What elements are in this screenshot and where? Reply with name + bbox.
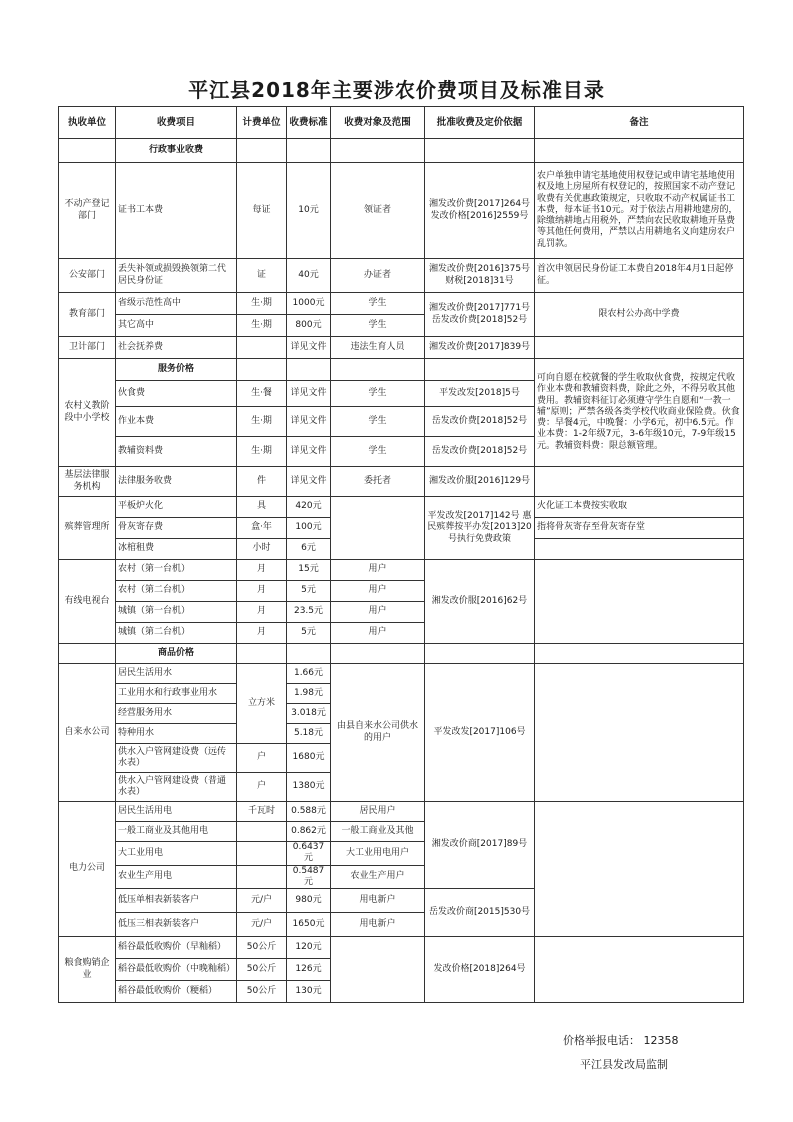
measure-cell: 生·餐 [237, 381, 287, 407]
measure-cell: 户 [237, 744, 287, 773]
measure-cell: 元/户 [237, 913, 287, 937]
std-cell: 详见文件 [287, 467, 331, 497]
target-cell: 学生 [331, 293, 425, 315]
target-cell: 一般工商业及其他 [331, 822, 425, 842]
table-row [59, 802, 744, 822]
target-cell: 学生 [331, 407, 425, 437]
measure-cell: 证 [237, 259, 287, 293]
target-cell: 学生 [331, 437, 425, 467]
basis-cell: 平发改发[2017]106号 [425, 664, 535, 802]
item-cell: 居民生活用水 [116, 664, 237, 684]
measure-cell: 元/户 [237, 889, 287, 913]
fee-table [58, 106, 744, 1003]
std-cell: 1380元 [287, 773, 331, 802]
measure-cell: 月 [237, 581, 287, 602]
measure-cell: 生·期 [237, 315, 287, 337]
basis-cell: 平发改发[2018]5号 [425, 381, 535, 407]
std-cell: 1650元 [287, 913, 331, 937]
measure-cell: 盒·年 [237, 518, 287, 539]
target-cell: 办证者 [331, 259, 425, 293]
item-cell: 骨灰寄存费 [116, 518, 237, 539]
measure-cell [237, 865, 287, 889]
std-cell: 100元 [287, 518, 331, 539]
measure-cell: 50公斤 [237, 981, 287, 1003]
item-cell: 伙食费 [116, 381, 237, 407]
std-cell: 980元 [287, 889, 331, 913]
item-cell: 证书工本费 [116, 163, 237, 259]
item-cell: 丢失补领或损毁换领第二代居民身份证 [116, 259, 237, 293]
section-row [59, 359, 744, 381]
remark-cell: 农户单独申请宅基地使用权登记或申请宅基地使用权及地上房屋所有权登记的，按照国家不动产登记收费有关优惠政策规定，只收取不动产权属证书工本费，每本证书10元。对于依法占用耕地建房的，除缴纳耕地占用税外，严禁向农民收取耕地开垦费等其他任何费用，严禁以占用耕地名义向建房农户乱罚款。 [535, 163, 744, 259]
std-cell: 0.862元 [287, 822, 331, 842]
target-cell: 用户 [331, 560, 425, 581]
item-cell: 教辅资料费 [116, 437, 237, 467]
target-cell: 学生 [331, 381, 425, 407]
std-cell: 420元 [287, 497, 331, 518]
std-cell: 1.66元 [287, 664, 331, 684]
target-cell: 大工业用电用户 [331, 842, 425, 866]
target-cell: 领证者 [331, 163, 425, 259]
measure-cell: 户 [237, 773, 287, 802]
measure-cell: 月 [237, 623, 287, 644]
target-cell: 农业生产用户 [331, 865, 425, 889]
measure-cell [237, 842, 287, 866]
std-cell: 1.98元 [287, 684, 331, 704]
table-row [59, 163, 744, 259]
measure-cell: 月 [237, 602, 287, 623]
std-cell: 800元 [287, 315, 331, 337]
measure-cell: 小时 [237, 539, 287, 560]
header-target: 收费对象及范围 [331, 107, 425, 139]
unit-cell: 有线电视台 [59, 560, 116, 644]
remark-cell [535, 539, 744, 560]
header-std: 收费标准 [287, 107, 331, 139]
unit-cell: 卫计部门 [59, 337, 116, 359]
table-row [59, 467, 744, 497]
header-remark: 备注 [535, 107, 744, 139]
table-row [59, 664, 744, 684]
std-cell: 5元 [287, 623, 331, 644]
header-item: 收费项目 [116, 107, 237, 139]
measure-cell: 每证 [237, 163, 287, 259]
basis-cell: 岳发改价商[2015]530号 [425, 889, 535, 937]
unit-cell: 基层法律服务机构 [59, 467, 116, 497]
item-cell: 法律服务收费 [116, 467, 237, 497]
std-cell: 126元 [287, 959, 331, 981]
measure-cell [237, 822, 287, 842]
item-cell: 作业本费 [116, 407, 237, 437]
item-cell: 冰棺租费 [116, 539, 237, 560]
table-row [59, 560, 744, 581]
std-cell: 详见文件 [287, 381, 331, 407]
std-cell: 3.018元 [287, 704, 331, 724]
header-basis: 批准收费及定价依据 [425, 107, 535, 139]
unit-cell: 农村义教阶段中小学校 [59, 359, 116, 467]
item-cell: 低压三相表新装客户 [116, 913, 237, 937]
std-cell: 5.18元 [287, 724, 331, 744]
item-cell: 供水入户管网建设费（远传水表） [116, 744, 237, 773]
std-cell: 1680元 [287, 744, 331, 773]
measure-cell: 50公斤 [237, 937, 287, 959]
basis-cell: 岳发改价费[2018]52号 [425, 407, 535, 437]
measure-cell: 生·期 [237, 293, 287, 315]
remark-cell: 可向自愿在校就餐的学生收取伙食费，按规定代收作业本费和教辅资料费，除此之外，不得另收其他费用。教辅资料征订必须遵守学生自愿和“一教一辅”原则；严禁各级各类学校代收商业保险费。伙食费：早餐4元，中晚餐：小学6元，初中6.5元。作业本费：1-2年级7元，3-6年级10元，7-9年级15元。教辅资料费：限总额管理。 [535, 359, 744, 467]
basis-cell: 湘发改价费[2016]375号 财税[2018]31号 [425, 259, 535, 293]
unit-cell: 教育部门 [59, 293, 116, 337]
item-cell: 稻谷最低收购价（中晚籼稻） [116, 959, 237, 981]
item-cell: 其它高中 [116, 315, 237, 337]
item-cell: 省级示范性高中 [116, 293, 237, 315]
item-cell: 城镇（第二台机） [116, 623, 237, 644]
item-cell: 稻谷最低收购价（粳稻） [116, 981, 237, 1003]
basis-cell: 湘发改价服[2016]62号 [425, 560, 535, 644]
std-cell: 120元 [287, 937, 331, 959]
target-cell: 用户 [331, 581, 425, 602]
unit-cell: 电力公司 [59, 802, 116, 937]
table-row [59, 293, 744, 315]
std-cell: 1000元 [287, 293, 331, 315]
basis-cell: 湘发改价商[2017]89号 [425, 802, 535, 889]
section-admin: 行政事业收费 [116, 139, 237, 163]
item-cell: 农村（第二台机） [116, 581, 237, 602]
std-cell: 6元 [287, 539, 331, 560]
std-cell: 10元 [287, 163, 331, 259]
remark-cell: 指将骨灰寄存至骨灰寄存堂 [535, 518, 744, 539]
target-cell: 用电新户 [331, 889, 425, 913]
std-cell: 130元 [287, 981, 331, 1003]
section-row [59, 644, 744, 664]
section-row [59, 139, 744, 163]
measure-cell: 月 [237, 560, 287, 581]
unit-cell: 不动产登记部门 [59, 163, 116, 259]
basis-cell: 湘发改价费[2017]839号 [425, 337, 535, 359]
measure-cell: 生·期 [237, 437, 287, 467]
target-cell: 违法生育人员 [331, 337, 425, 359]
measure-cell: 具 [237, 497, 287, 518]
item-cell: 工业用水和行政事业用水 [116, 684, 237, 704]
std-cell: 详见文件 [287, 337, 331, 359]
header-unit: 执收单位 [59, 107, 116, 139]
std-cell: 0.588元 [287, 802, 331, 822]
std-cell: 40元 [287, 259, 331, 293]
header-measure: 计费单位 [237, 107, 287, 139]
basis-cell: 湘发改价费[2017]264号 发改价格[2016]2559号 [425, 163, 535, 259]
page-title: 平江县2018年主要涉农价费项目及标准目录 [188, 78, 605, 102]
remark-cell: 首次申领居民身份证工本费自2018年4月1日起停征。 [535, 259, 744, 293]
basis-cell: 发改价格[2018]264号 [425, 937, 535, 1003]
item-cell: 经营服务用水 [116, 704, 237, 724]
price-hotline: 价格举报电话： 12358 [563, 1034, 679, 1047]
unit-cell: 自来水公司 [59, 664, 116, 802]
unit-cell: 殡葬管理所 [59, 497, 116, 560]
std-cell: 23.5元 [287, 602, 331, 623]
measure-cell: 千瓦时 [237, 802, 287, 822]
target-cell: 用户 [331, 623, 425, 644]
remark-cell: 火化证工本费按实收取 [535, 497, 744, 518]
section-service: 服务价格 [116, 359, 237, 381]
std-cell: 5元 [287, 581, 331, 602]
measure-cell: 立方米 [237, 664, 287, 744]
item-cell: 稻谷最低收购价（早籼稻） [116, 937, 237, 959]
table-row [59, 259, 744, 293]
std-cell: 15元 [287, 560, 331, 581]
target-cell: 学生 [331, 315, 425, 337]
std-cell: 详见文件 [287, 437, 331, 467]
table-row [59, 337, 744, 359]
item-cell: 供水入户管网建设费（普通水表） [116, 773, 237, 802]
remark-cell: 限农村公办高中学费 [535, 293, 744, 337]
basis-cell: 平发改发[2017]142号 惠民殡葬按平办发[2013]20号执行免费政策 [425, 497, 535, 560]
target-cell: 居民用户 [331, 802, 425, 822]
target-cell: 由县自来水公司供水的用户 [331, 664, 425, 802]
item-cell: 低压单相表新装客户 [116, 889, 237, 913]
measure-cell: 生·期 [237, 407, 287, 437]
std-cell: 详见文件 [287, 407, 331, 437]
measure-cell: 50公斤 [237, 959, 287, 981]
item-cell: 一般工商业及其他用电 [116, 822, 237, 842]
item-cell: 农村（第一台机） [116, 560, 237, 581]
target-cell: 用户 [331, 602, 425, 623]
measure-cell: 件 [237, 467, 287, 497]
table-row [59, 497, 744, 518]
section-goods: 商品价格 [116, 644, 237, 664]
basis-cell: 湘发改价服[2016]129号 [425, 467, 535, 497]
item-cell: 城镇（第一台机） [116, 602, 237, 623]
table-row [59, 937, 744, 959]
basis-cell: 岳发改价费[2018]52号 [425, 437, 535, 467]
item-cell: 大工业用电 [116, 842, 237, 866]
header-row [59, 107, 744, 139]
std-cell: 0.5487元 [287, 865, 331, 889]
basis-cell: 湘发改价费[2017]771号 岳发改价费[2018]52号 [425, 293, 535, 337]
item-cell: 农业生产用电 [116, 865, 237, 889]
unit-cell: 公安部门 [59, 259, 116, 293]
item-cell: 社会抚养费 [116, 337, 237, 359]
supervisor-label: 平江县发改局监制 [580, 1058, 668, 1071]
unit-cell: 粮食购销企业 [59, 937, 116, 1003]
item-cell: 特种用水 [116, 724, 237, 744]
std-cell: 0.6437元 [287, 842, 331, 866]
item-cell: 居民生活用电 [116, 802, 237, 822]
target-cell: 委托者 [331, 467, 425, 497]
item-cell: 平板炉火化 [116, 497, 237, 518]
target-cell: 用电新户 [331, 913, 425, 937]
